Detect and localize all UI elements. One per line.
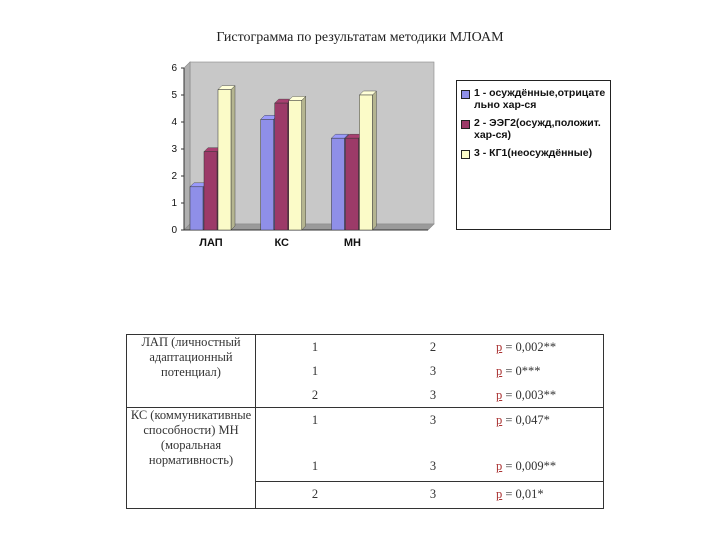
significance-table (126, 334, 604, 509)
table-row (127, 408, 604, 434)
bar (331, 138, 344, 230)
group-b: 3 (429, 458, 437, 473)
ks-mn-label-cell: КС (коммуникативные способности) МН (моральная нормативность) (127, 408, 256, 509)
group-b: 3 (429, 364, 437, 378)
p-letter: p (496, 458, 503, 473)
table-cell (374, 359, 492, 383)
legend-swatch-2 (461, 120, 470, 129)
bar (218, 90, 231, 230)
y-tick-label: 5 (171, 90, 177, 101)
table-cell (492, 383, 604, 408)
legend-swatch-1 (461, 90, 470, 99)
plot-side-wall (184, 62, 190, 230)
table-cell (256, 335, 375, 360)
bar-side (372, 91, 376, 230)
bar (289, 100, 302, 230)
table-cell (374, 434, 492, 482)
table-cell (374, 335, 492, 360)
p-value: = 0,003** (502, 388, 557, 402)
legend-swatch-3 (461, 150, 470, 159)
table-cell (492, 482, 604, 509)
table-cell (492, 335, 604, 360)
p-value: = 0,009** (502, 458, 557, 473)
x-tick-label: КС (274, 237, 289, 249)
p-letter: p (496, 487, 503, 502)
p-letter: p (496, 340, 503, 354)
bar (275, 103, 288, 230)
bar-side (302, 96, 306, 230)
p-value: = 0,047* (502, 413, 550, 427)
bar-side (231, 86, 235, 230)
group-a: 1 (311, 458, 319, 473)
table-cell (256, 434, 375, 482)
chart-legend (456, 80, 611, 230)
p-value: = 0,002** (502, 340, 557, 354)
p-letter: p (496, 388, 503, 402)
chart-title: Гистограмма по результатам методики МЛОАМ (216, 30, 504, 45)
table-cell (492, 359, 604, 383)
table-cell (492, 408, 604, 434)
lap-label-cell: ЛАП (личностный адаптационный потенциал) (127, 335, 256, 408)
bar (204, 152, 217, 230)
table-cell (374, 482, 492, 509)
table-cell (256, 482, 375, 509)
y-tick-label: 6 (171, 63, 177, 74)
y-tick-label: 0 (171, 225, 177, 236)
y-tick-label: 1 (171, 198, 177, 209)
group-a: 1 (311, 413, 319, 427)
legend-item-3 (461, 147, 606, 159)
legend-label-1: 1 - осуждённые,отрицате льно хар-ся (474, 87, 606, 111)
p-value: = 0*** (502, 364, 541, 378)
table-cell (374, 383, 492, 408)
table-cell (256, 383, 375, 408)
table-cell (492, 434, 604, 482)
table-cell (256, 359, 375, 383)
x-tick-label: ЛАП (199, 237, 223, 249)
p-letter: p (496, 413, 503, 427)
group-b: 2 (429, 340, 437, 354)
group-a: 1 (311, 340, 319, 354)
y-tick-label: 3 (171, 144, 177, 155)
table-cell (256, 408, 375, 434)
bar (345, 138, 358, 230)
group-a: 2 (311, 388, 319, 402)
table-row (127, 335, 604, 360)
bar (190, 187, 203, 230)
group-a: 1 (311, 364, 319, 378)
legend-item-2 (461, 117, 606, 141)
legend-label-2: 2 - ЭЭГ2(осужд,положит. хар-ся) (474, 117, 601, 141)
group-a: 2 (311, 487, 319, 502)
bar (261, 119, 274, 230)
bar-chart (158, 58, 458, 258)
x-tick-label: МН (343, 237, 362, 249)
legend-label-3: 3 - КГ1(неосуждённые) (474, 147, 593, 159)
table-cell (374, 408, 492, 434)
y-tick-label: 2 (171, 171, 177, 182)
bar (359, 95, 372, 230)
group-b: 3 (429, 413, 437, 427)
group-b: 3 (429, 388, 437, 402)
legend-item-1 (461, 87, 606, 111)
y-tick-label: 4 (171, 117, 177, 128)
p-value: = 0,01* (502, 487, 544, 502)
group-b: 3 (429, 487, 437, 502)
p-letter: p (496, 364, 503, 378)
